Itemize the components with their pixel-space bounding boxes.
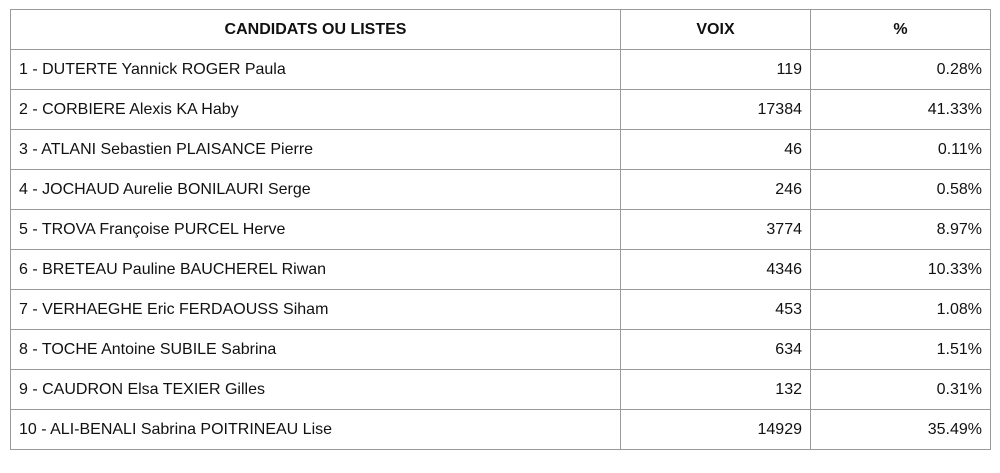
header-candidates: CANDIDATS OU LISTES — [11, 10, 621, 50]
vote-count: 17384 — [621, 90, 811, 130]
vote-count: 46 — [621, 130, 811, 170]
table-row — [11, 370, 991, 410]
vote-percent: 35.49% — [811, 410, 991, 450]
vote-percent: 0.28% — [811, 50, 991, 90]
vote-percent: 0.11% — [811, 130, 991, 170]
header-votes: VOIX — [621, 10, 811, 50]
vote-count: 453 — [621, 290, 811, 330]
vote-count: 246 — [621, 170, 811, 210]
vote-count: 132 — [621, 370, 811, 410]
vote-count: 119 — [621, 50, 811, 90]
candidate-name: 2 - CORBIERE Alexis KA Haby — [11, 90, 621, 130]
candidate-name: 7 - VERHAEGHE Eric FERDAOUSS Siham — [11, 290, 621, 330]
table-row — [11, 170, 991, 210]
vote-count: 14929 — [621, 410, 811, 450]
vote-percent: 0.58% — [811, 170, 991, 210]
vote-count: 634 — [621, 330, 811, 370]
vote-percent: 10.33% — [811, 250, 991, 290]
vote-percent: 8.97% — [811, 210, 991, 250]
candidate-name: 8 - TOCHE Antoine SUBILE Sabrina — [11, 330, 621, 370]
vote-count: 3774 — [621, 210, 811, 250]
table-row — [11, 90, 991, 130]
table-row — [11, 250, 991, 290]
vote-percent: 1.08% — [811, 290, 991, 330]
candidate-name: 6 - BRETEAU Pauline BAUCHEREL Riwan — [11, 250, 621, 290]
candidate-name: 5 - TROVA Françoise PURCEL Herve — [11, 210, 621, 250]
table-row — [11, 210, 991, 250]
table-row — [11, 410, 991, 450]
candidate-name: 3 - ATLANI Sebastien PLAISANCE Pierre — [11, 130, 621, 170]
header-percent: % — [811, 10, 991, 50]
candidate-name: 4 - JOCHAUD Aurelie BONILAURI Serge — [11, 170, 621, 210]
table-row — [11, 50, 991, 90]
table-row — [11, 290, 991, 330]
header-row — [11, 10, 991, 50]
vote-percent: 41.33% — [811, 90, 991, 130]
vote-count: 4346 — [621, 250, 811, 290]
table-row — [11, 330, 991, 370]
candidate-name: 9 - CAUDRON Elsa TEXIER Gilles — [11, 370, 621, 410]
candidate-name: 1 - DUTERTE Yannick ROGER Paula — [11, 50, 621, 90]
table-row — [11, 130, 991, 170]
vote-percent: 0.31% — [811, 370, 991, 410]
candidate-name: 10 - ALI-BENALI Sabrina POITRINEAU Lise — [11, 410, 621, 450]
results-table — [10, 9, 991, 450]
vote-percent: 1.51% — [811, 330, 991, 370]
